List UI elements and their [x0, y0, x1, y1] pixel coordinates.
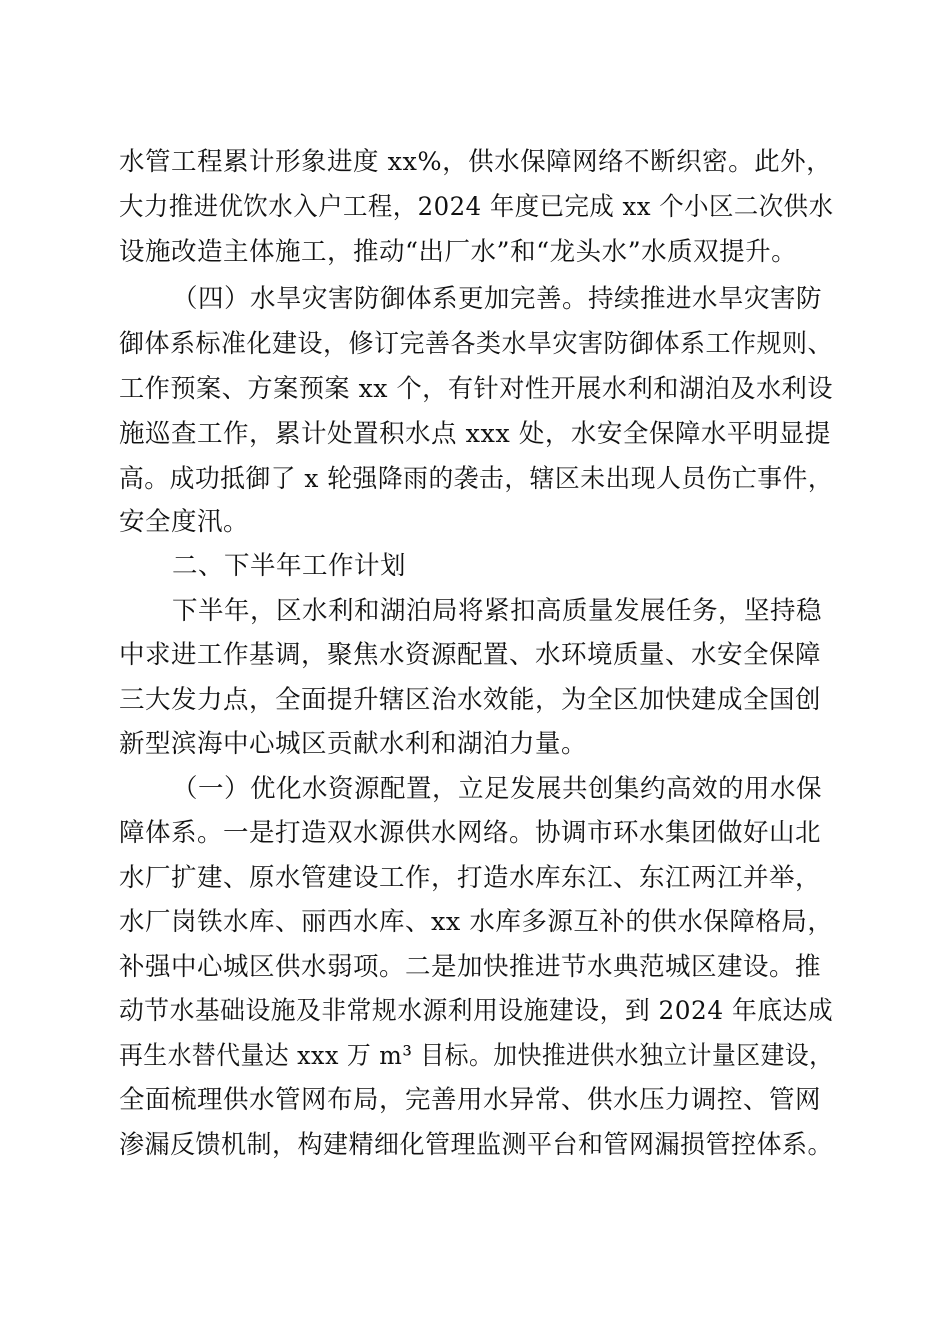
paragraph-line: 水厂扩建、原水管建设工作，打造水库东江、东江两江并举，	[119, 863, 822, 893]
paragraph-line: 全面梳理供水管网布局，完善用水异常、供水压力调控、管网	[119, 1085, 822, 1115]
paragraph-line: 下半年，区水利和湖泊局将紧扣高质量发展任务，坚持稳	[172, 596, 823, 626]
paragraph-line: 中求进工作基调，聚焦水资源配置、水环境质量、水安全保障	[119, 640, 822, 670]
paragraph-line: 补强中心城区供水弱项。二是加快推进节水典范城区建设。推	[119, 952, 822, 982]
paragraph-line: 施巡查工作，累计处置积水点 xxx 处，水安全保障水平明显提	[119, 419, 831, 449]
paragraph-line: 动节水基础设施及非常规水源利用设施建设，到 2024 年底达成	[119, 996, 834, 1026]
paragraph-line: 御体系标准化建设，修订完善各类水旱灾害防御体系工作规则、	[119, 329, 834, 359]
paragraph-line: 渗漏反馈机制，构建精细化管理监测平台和管网漏损管控体系。	[119, 1130, 834, 1160]
paragraph-line: 新型滨海中心城区贡献水利和湖泊力量。	[119, 729, 588, 759]
paragraph-line: 障体系。一是打造双水源供水网络。协调市环水集团做好山北	[119, 818, 822, 848]
paragraph-line: 大力推进优饮水入户工程，2024 年度已完成 xx 个小区二次供水	[119, 192, 834, 222]
section-heading-2: 二、下半年工作计划	[172, 551, 407, 581]
paragraph-line: 水管工程累计形象进度 xx%，供水保障网络不断织密。此外，	[119, 147, 833, 177]
paragraph-line: 工作预案、方案预案 xx 个，有针对性开展水利和湖泊及水利设	[119, 374, 834, 404]
section-heading-4: （四）水旱灾害防御体系更加完善。持续推进水旱灾害防	[172, 284, 823, 314]
paragraph-line: 高。成功抵御了 x 轮强降雨的袭击，辖区未出现人员伤亡事件，	[119, 464, 834, 494]
paragraph-line: 设施改造主体施工，推动“出厂水”和“龙头水”水质双提升。	[119, 237, 798, 267]
paragraph-line: 三大发力点，全面提升辖区治水效能，为全区加快建成全国创	[119, 685, 822, 715]
paragraph-line: 水厂岗铁水库、丽西水库、xx 水库多源互补的供水保障格局，	[119, 907, 834, 937]
section-heading-1: （一）优化水资源配置，立足发展共创集约高效的用水保	[172, 774, 823, 804]
paragraph-line: 安全度汛。	[119, 507, 250, 537]
paragraph-line: 再生水替代量达 xxx 万 m³ 目标。加快推进供水独立计量区建设，	[119, 1041, 834, 1071]
